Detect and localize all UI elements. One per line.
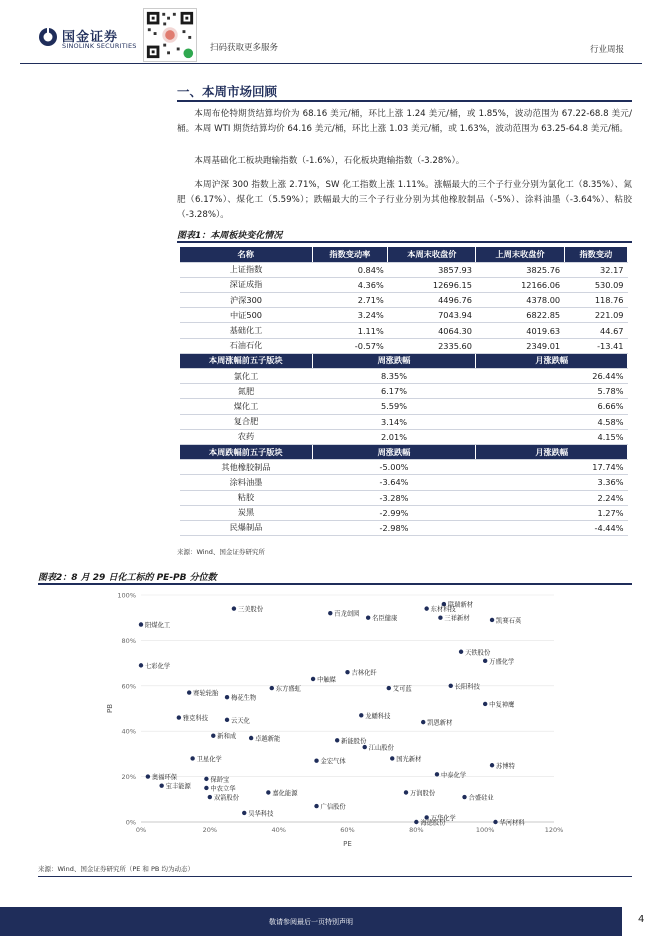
data-point-label: 苏博特 [496,762,515,770]
data-point-label: 合盛硅业 [468,794,494,802]
data-point-label: 嘉化能源 [272,789,298,797]
data-point [414,820,418,824]
data-point [225,695,229,699]
data-point-label: 东方盛虹 [275,685,301,693]
data-point-label: 国光新材 [396,755,422,763]
weekly-change: -3.64% [312,475,476,490]
index-change: 221.09 [564,308,627,323]
column-header: 上周末收盘价 [476,247,564,262]
y-tick-label: 40% [121,727,136,736]
column-header: 本周跌幅前五子版块 [180,444,312,459]
index-change-rate: 0.84% [312,262,388,277]
data-point-label: 万华化学 [430,814,456,822]
index-name: 上证指数 [180,262,312,277]
index-change: 118.76 [564,293,627,308]
table-row [180,490,628,505]
data-point-label: 中泰化学 [440,771,467,779]
close-last-week: 4019.63 [476,323,564,338]
column-header: 指数变动率 [312,247,388,262]
data-point-label: 凯恩新材 [427,719,453,727]
data-point-label: 奥福环保 [151,774,178,782]
index-change-rate: 4.36% [312,277,388,292]
data-point-label: 三祥新材 [444,615,470,623]
table-row [180,323,628,338]
brand-name-en: SINOLINK SECURITIES [62,42,137,50]
table-row [180,308,628,323]
weekly-change: 8.35% [312,369,476,384]
table1-title: 图表1：本周板块变化情况 [177,231,283,241]
table-row [180,338,628,353]
data-point-label: 万盛化学 [489,658,515,666]
paragraph-sector-performance: 本周基础化工板块跑输指数（-1.6%），石化板块跑输指数（-3.28%）。 [194,156,465,166]
y-tick-label: 0% [125,818,136,827]
data-point-label: 长阳科技 [454,683,480,691]
table1-source: 来源：Wind、国金证券研究所 [177,548,265,556]
data-point [187,690,191,694]
index-name: 深证成指 [180,277,312,292]
close-last-week: 6822.85 [476,308,564,323]
data-point [211,734,215,738]
index-name: 石油石化 [180,338,312,353]
data-point-label: 吉林化纤 [351,669,377,677]
table-row [180,369,628,384]
data-point-label: 赛轮轮胎 [193,690,219,698]
index-change-rate: 1.11% [312,323,388,338]
page-header [0,0,662,64]
data-point [490,618,494,622]
index-change: -13.41 [564,338,627,353]
data-point [311,677,315,681]
header-divider [20,63,642,64]
data-point [462,795,466,799]
subsector-name: 煤化工 [180,399,312,414]
weekly-change: 3.14% [312,414,476,429]
data-point [359,713,363,717]
data-point [204,777,208,781]
data-point [225,718,229,722]
column-header: 周涨跌幅 [312,353,476,368]
y-tick-label: 20% [121,773,136,782]
data-point-label: 新和成 [217,733,237,741]
monthly-change: 4.15% [476,429,628,444]
x-tick-label: 40% [271,826,286,834]
data-point [249,736,253,740]
table-row [180,429,628,444]
data-point-label: 宝丰能源 [165,783,191,791]
monthly-change: 1.27% [476,505,628,520]
data-point [159,783,163,787]
paragraph-index-changes: 本周沪深 300 指数上涨 2.71%，SW 化工指数上涨 1.11%。涨幅最大的三个子行业分别为氯化工（8.35%）、氮肥（6.17%）、煤化工（5.59%）；跌幅最大的三个子行业分别为其他橡胶制品（-5%）、涂料油墨（-3.64%）、粘胶（-3.28%）。 [177,180,632,220]
close-last-week: 4378.00 [476,293,564,308]
data-point-label: 保龄宝 [210,776,230,784]
monthly-change: 2.24% [476,490,628,505]
column-header: 指数变动 [564,247,627,262]
data-point-label: 东材科技 [430,606,456,614]
qr-caption: 扫码获取更多服务 [210,43,279,53]
subsector-name: 炭黑 [180,505,312,520]
weekly-change: -2.98% [312,520,476,535]
close-last-week: 2349.01 [476,338,564,353]
data-point [270,686,274,690]
data-point-label: 百龙创园 [334,610,360,618]
data-point [421,720,425,724]
data-point [483,659,487,663]
table-row [180,475,628,490]
chart2-bottom-divider [38,876,632,877]
data-point-label: 龙蟠科技 [365,712,391,720]
data-point-label: 广信股份 [320,803,346,811]
table-row [180,277,628,292]
column-header: 本周涨幅前五子版块 [180,353,312,368]
sector-change-table [180,247,628,536]
data-point-label: 昊华科技 [248,810,274,818]
data-point-label: 名臣健康 [372,615,398,623]
data-point [139,663,143,667]
table-row [180,262,628,277]
close-this-week: 2335.60 [388,338,476,353]
data-point [449,684,453,688]
data-point [404,790,408,794]
data-point [390,756,394,760]
data-point-label: 艾可蓝 [392,685,412,693]
table-row [180,293,628,308]
data-point-label: 阳煤化工 [145,622,171,630]
index-change: 530.09 [564,277,627,292]
monthly-change: 3.36% [476,475,628,490]
data-point-label: 华河材料 [499,819,525,827]
x-tick-label: 100% [475,826,495,834]
close-this-week: 3857.93 [388,262,476,277]
subsector-name: 粘胶 [180,490,312,505]
subsector-name: 复合肥 [180,414,312,429]
data-point [366,616,370,620]
column-header: 月涨跌幅 [476,353,628,368]
data-point [335,738,339,742]
data-point-label: 雅克科技 [182,715,209,723]
data-point [190,756,194,760]
data-point-label: 七彩化学 [145,662,171,670]
index-change-rate: 3.24% [312,308,388,323]
section-divider [177,100,632,102]
data-point [459,650,463,654]
x-axis-label: PE [343,840,352,848]
table-row [180,460,628,475]
index-name: 沪深300 [180,293,312,308]
data-point-label: 双箭股份 [213,794,240,802]
data-point-label: 云天化 [231,717,250,725]
data-point [435,772,439,776]
index-change: 44.67 [564,323,627,338]
weekly-change: 2.01% [312,429,476,444]
table-row [180,520,628,535]
close-this-week: 7043.94 [388,308,476,323]
subsector-name: 其他橡胶制品 [180,460,312,475]
data-point-label: 梅花生物 [231,694,257,702]
monthly-change: -4.44% [476,520,628,535]
data-point [483,702,487,706]
column-header: 名称 [180,247,312,262]
index-name: 中证500 [180,308,312,323]
data-point-label: 万润股份 [410,789,436,797]
pe-pb-scatter-chart [0,585,662,855]
table-row [180,384,628,399]
index-change-rate: 2.71% [312,293,388,308]
weekly-change: -3.28% [312,490,476,505]
sinolink-logo-icon [38,27,58,47]
data-point [387,686,391,690]
data-point [139,622,143,626]
data-point-label: 卫星化学 [196,755,222,763]
subsector-name: 涂料油墨 [180,475,312,490]
subsector-name: 民爆制品 [180,520,312,535]
data-point-label: 金宏气体 [320,758,346,766]
subsector-name: 氯化工 [180,369,312,384]
x-tick-label: 0% [135,826,147,834]
data-point-label: 凯赛石英 [496,617,522,625]
data-point-label: 江山股份 [368,744,394,752]
close-last-week: 12166.06 [476,277,564,292]
data-point-label: 中触媒 [317,676,336,684]
data-point [493,820,497,824]
top5-header-row [180,353,628,368]
monthly-change: 4.58% [476,414,628,429]
close-this-week: 12696.15 [388,277,476,292]
column-header: 周涨跌幅 [312,444,476,459]
monthly-change: 5.78% [476,384,628,399]
data-point [314,759,318,763]
table-row [180,505,628,520]
data-point [266,790,270,794]
table-header-row [180,247,628,262]
data-point [232,606,236,610]
x-tick-label: 80% [409,826,424,834]
y-tick-label: 100% [117,591,136,600]
index-name: 基础化工 [180,323,312,338]
paragraph-oil-prices: 本周布伦特期货结算均价为 68.16 美元/桶，环比上涨 1.24 美元/桶，或 1.85%，波动范围为 67.22-68.8 美元/桶。本周 WTI 期货结算均价 64.16 美元/桶，环比上涨 1.03 美元/桶，或 1.63%，波动范围为 63.25-64.8 美元/桶。 [177,109,632,134]
monthly-change: 26.44% [476,369,628,384]
data-point [424,606,428,610]
y-axis-label: PB [106,703,114,714]
data-point [146,774,150,778]
data-point-label: 三美股份 [237,606,264,614]
chart2-source: 来源：Wind、国金证券研究所（PE 和 PB 均为动态） [38,865,194,873]
footer-disclaimer[interactable]: 敬请参阅最后一页特别声明 [269,918,353,926]
table-row [180,414,628,429]
subsector-name: 农药 [180,429,312,444]
data-point [242,811,246,815]
x-tick-label: 120% [544,826,564,834]
bottom5-header-row [180,444,628,459]
data-point [204,786,208,790]
x-tick-label: 60% [340,826,355,834]
section-title: 一、本周市场回顾 [177,84,278,99]
index-change: 32.17 [564,262,627,277]
y-tick-label: 80% [121,636,136,645]
data-point-label: 海德股份 [420,819,446,827]
data-point-label: 联瑞新材 [447,601,474,609]
data-point [345,670,349,674]
data-point-label: 卓越新能 [255,735,281,743]
close-this-week: 4064.30 [388,323,476,338]
chart2-title: 图表2：8 月 29 日化工标的 PE-PB 分位数 [38,573,217,583]
qr-code-icon[interactable] [143,8,197,62]
weekly-change: -5.00% [312,460,476,475]
y-tick-label: 60% [121,682,136,691]
weekly-change: -2.99% [312,505,476,520]
column-header: 本周末收盘价 [388,247,476,262]
data-point [328,611,332,615]
weekly-change: 6.17% [312,384,476,399]
data-point-label: 中复神鹰 [489,701,515,709]
subsector-name: 氮肥 [180,384,312,399]
data-point [438,616,442,620]
monthly-change: 6.66% [476,399,628,414]
table-row [180,399,628,414]
data-point-label: 天铁股份 [465,649,491,657]
monthly-change: 17.74% [476,460,628,475]
data-point-label: 中农立华 [210,785,236,793]
data-point [177,715,181,719]
column-header: 月涨跌幅 [476,444,628,459]
data-point-label: 新能股份 [341,737,367,745]
data-point [363,745,367,749]
weekly-change: 5.59% [312,399,476,414]
brand-name-cn: 国金证券 [62,30,119,45]
x-tick-label: 20% [202,826,218,834]
page-number: 4 [638,914,645,925]
report-type-label: 行业周报 [589,45,624,55]
data-point [490,763,494,767]
data-point [314,804,318,808]
close-last-week: 3825.76 [476,262,564,277]
table1-divider [177,241,632,243]
data-point [208,795,212,799]
index-change-rate: -0.57% [312,338,388,353]
close-this-week: 4496.76 [388,293,476,308]
